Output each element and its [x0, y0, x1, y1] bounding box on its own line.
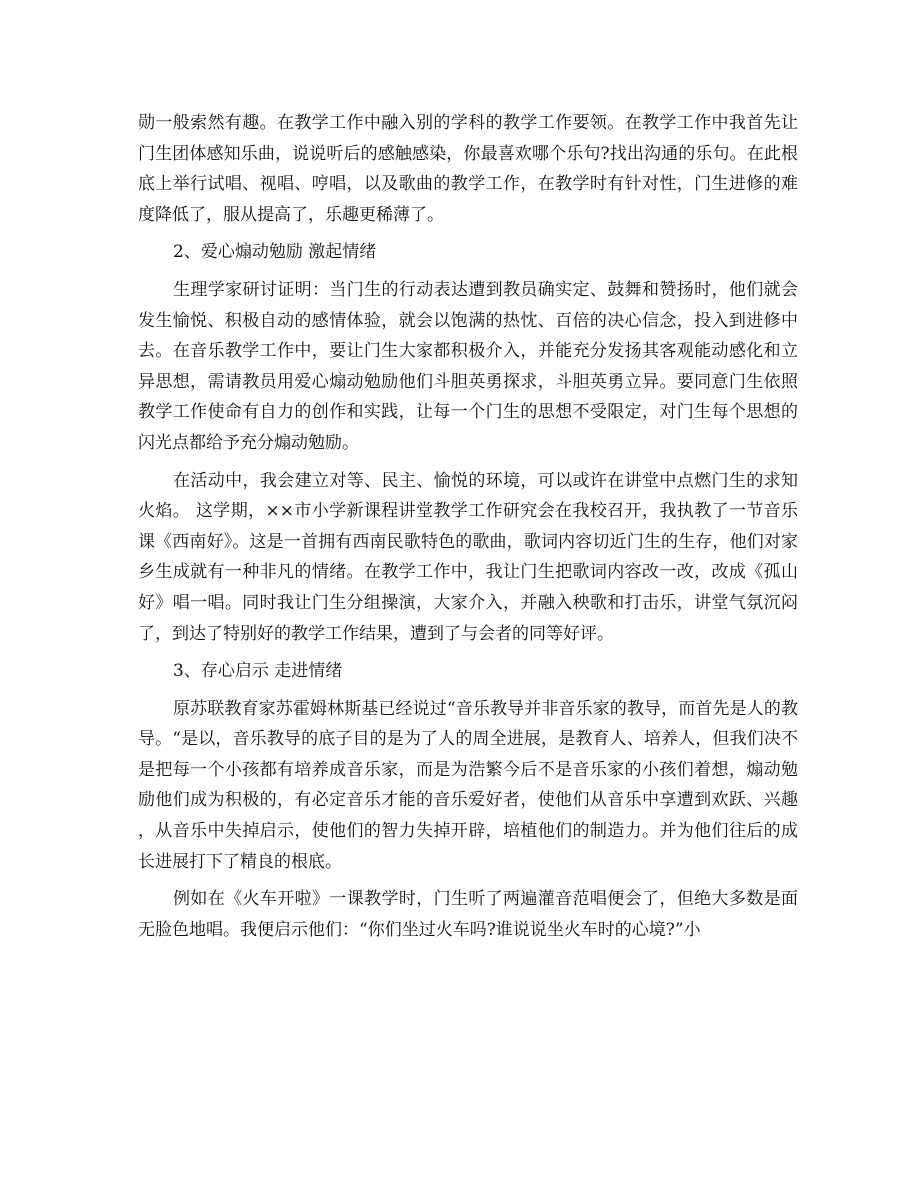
paragraph-5: 例如在《火车开啦》一课教学时，门生听了两遍灌音范唱便会了，但绝大多数是面无脸色地唱。我便启示他们：“你们坐过火车吗?谁说说坐火车时的心境?”小 — [138, 889, 798, 940]
paragraph-2: 生理学家研讨证明：当门生的行动表达遭到教员确实定、鼓舞和赞扬时，他们就会发生愉悦、积极自动的感情体验，就会以饱满的热忱、百倍的决心信念，投入到进修中去。在音乐教学工作中，要让门生大家都积极介入，并能充分发扬其客观能动感化和立异思想，需请教员用爱心煽动勉励他们斗胆英勇探求，斗胆英勇立异。要同意门生依照教学工作使命有自力的创作和实践，让每一个门生的思想不受限定，对门生每个思想的闪光点都给予充分煽动勉励。 — [138, 279, 798, 453]
paragraph-3: 在活动中，我会建立对等、民主、愉悦的环境，可以或许在讲堂中点燃门生的求知火焰。 这学期，××市小学新课程讲堂教学工作研究会在我校召开，我执教了一节音乐课《西南好》。这是一首拥有西南民歌特色的歌曲，歌词内容切近门生的生存，他们对家乡生成就有一种非凡的情绪。在教学工作中，我让门生把歌词内容改一改，改成《孤山好》唱一唱。同时我让门生分组操演，大家介入，并融入秧歌和打击乐，讲堂气氛沉闷了，到达了特别好的教学工作结果，遭到了与会者的同等好评。 — [138, 470, 798, 644]
section-heading-3: 3、存心启示 走进情绪 — [173, 661, 343, 682]
document-body — [138, 108, 798, 945]
section-heading-2: 2、爱心煽动勉励 激起情绪 — [173, 242, 377, 263]
paragraph-1: 勋一般索然有趣。在教学工作中融入别的学科的教学工作要领。在教学工作中我首先让门生团体感知乐曲，说说听后的感触感染，你最喜欢哪个乐句?找出沟通的乐句。在此根底上举行试唱、视唱、哼唱，以及歌曲的教学工作，在教学时有针对性，门生进修的难度降低了，服从提高了，乐趣更稀薄了。 — [138, 113, 798, 225]
paragraph-4: 原苏联教育家苏霍姆林斯基已经说过“音乐教导并非音乐家的教导，而首先是人的教导。“是以，音乐教导的底子目的是为了人的周全进展，是教育人、培养人，但我们决不是把每一个小孩都有培养成音乐家，而是为浩繁今后不是音乐家的小孩们着想，煽动勉励他们成为积极的，有必定音乐才能的音乐爱好者，使他们从音乐中享遭到欢跃、兴趣，从音乐中失掉启示，使他们的智力失掉开辟，培植他们的制造力。并为他们往后的成长进展打下了精良的根底。 — [138, 698, 798, 872]
